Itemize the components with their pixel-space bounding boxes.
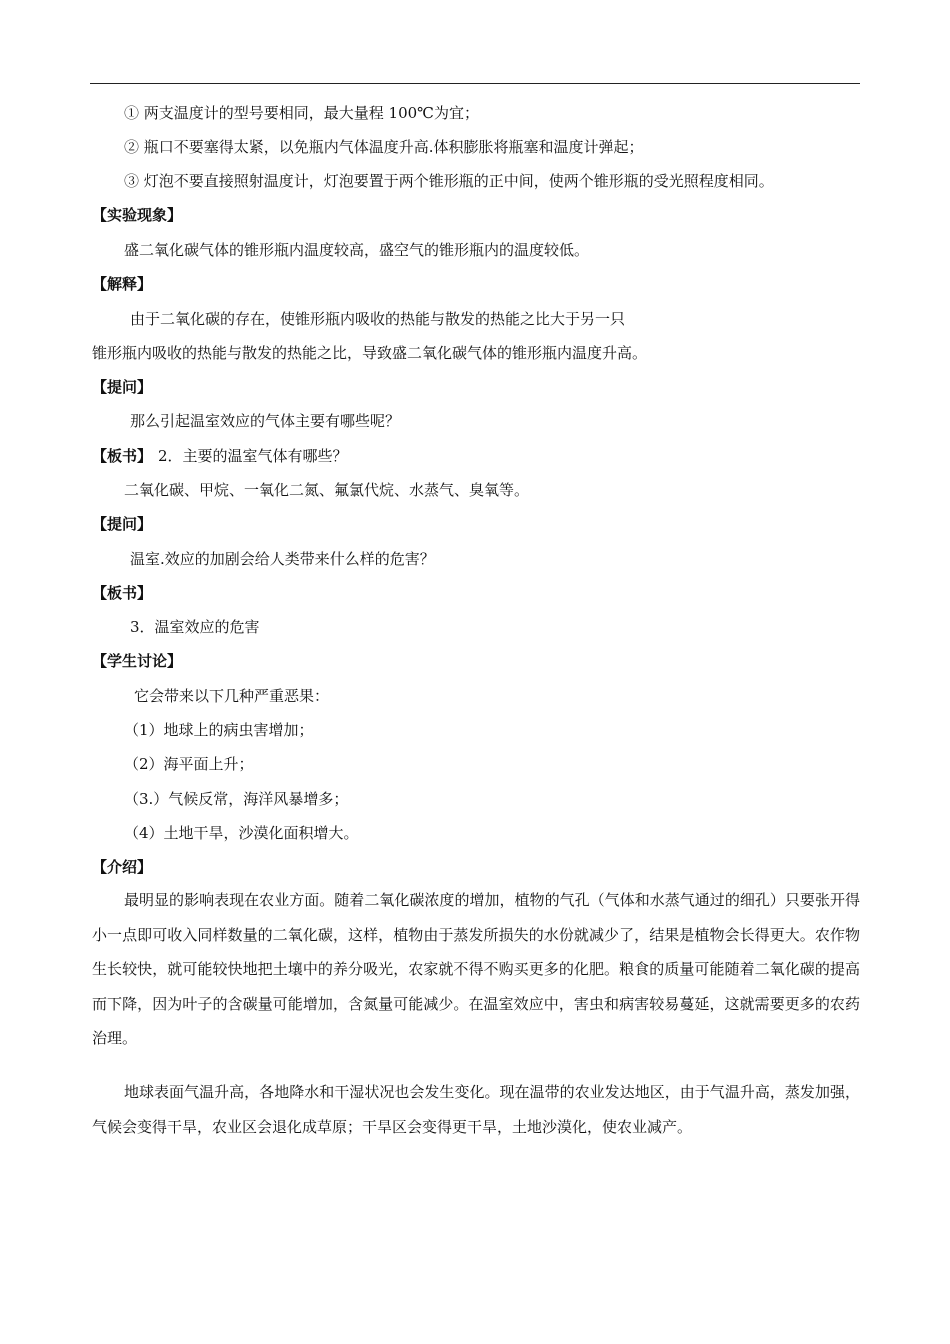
heading-explanation: 【解释】	[92, 275, 153, 293]
discussion-item: （3.）气候反常，海洋风暴增多；	[124, 790, 349, 808]
heading-board-1: 【板书】	[92, 447, 153, 465]
board-1-text: 二氧化碳、甲烷、一氧化二氮、氟氯代烷、水蒸气、臭氧等。	[124, 481, 530, 499]
heading-question-1: 【提问】	[92, 378, 153, 396]
heading-introduction: 【介绍】	[92, 858, 153, 876]
discussion-item: （2）海平面上升；	[124, 755, 254, 773]
question-1-text: 那么引起温室效应的气体主要有哪些呢？	[130, 412, 401, 430]
board-2-text: 3．温室效应的危害	[130, 618, 260, 636]
note-2: ② 瓶口不要塞得太紧，以免瓶内气体温度升高.体积膨胀将瓶塞和温度计弹起；	[124, 138, 644, 156]
discussion-item: （1）地球上的病虫害增加；	[124, 721, 314, 739]
phenomenon-text: 盛二氧化碳气体的锥形瓶内温度较高，盛空气的锥形瓶内的温度较低。	[124, 241, 590, 259]
discussion-item: （4）土地干旱，沙漠化面积增大。	[124, 824, 359, 842]
header-rule	[90, 83, 860, 84]
discussion-intro: 它会带来以下几种严重恶果：	[134, 687, 330, 705]
heading-discussion: 【学生讨论】	[92, 652, 183, 670]
note-3: ③ 灯泡不要直接照射温度计，灯泡要置于两个锥形瓶的正中间，使两个锥形瓶的受光照程度相同。	[124, 172, 774, 190]
question-2-text: 温室.效应的加剧会给人类带来什么样的危害？	[130, 550, 435, 568]
explanation-line-1: 由于二氧化碳的存在，使锥形瓶内吸收的热能与散发的热能之比大于另一只	[130, 310, 626, 328]
note-1: ① 两支温度计的型号要相同，最大量程 100℃为宜；	[124, 104, 479, 122]
board-1-inline: 2．主要的温室气体有哪些？	[158, 447, 348, 465]
explanation-line-2: 锥形瓶内吸收的热能与散发的热能之比，导致盛二氧化碳气体的锥形瓶内温度升高。	[92, 344, 648, 362]
introduction-paragraph-2: 地球表面气温升高，各地降水和干湿状况也会发生变化。现在温带的农业发达地区，由于气温升高，蒸发加强，气候会变得干旱，农业区会退化成草原；干旱区会变得更干旱，土地沙漠化，使农业减产。	[92, 1083, 860, 1136]
introduction-paragraph-1: 最明显的影响表现在农业方面。随着二氧化碳浓度的增加，植物的气孔（气体和水蒸气通过的细孔）只要张开得小一点即可收入同样数量的二氧化碳，这样，植物由于蒸发所损失的水份就减少了，结果是植物会长得更大。农作物生长较快，就可能较快地把土壤中的养分吸光，农家就不得不购买更多的化肥。粮食的质量可能随着二氧化碳的提高而下降，因为叶子的含碳量可能增加，含氮量可能减少。在温室效应中，害虫和病害较易蔓延，这就需要更多的农药治理。	[92, 891, 860, 1047]
heading-phenomenon: 【实验现象】	[92, 206, 183, 224]
heading-question-2: 【提问】	[92, 515, 153, 533]
heading-board-2: 【板书】	[92, 584, 153, 602]
